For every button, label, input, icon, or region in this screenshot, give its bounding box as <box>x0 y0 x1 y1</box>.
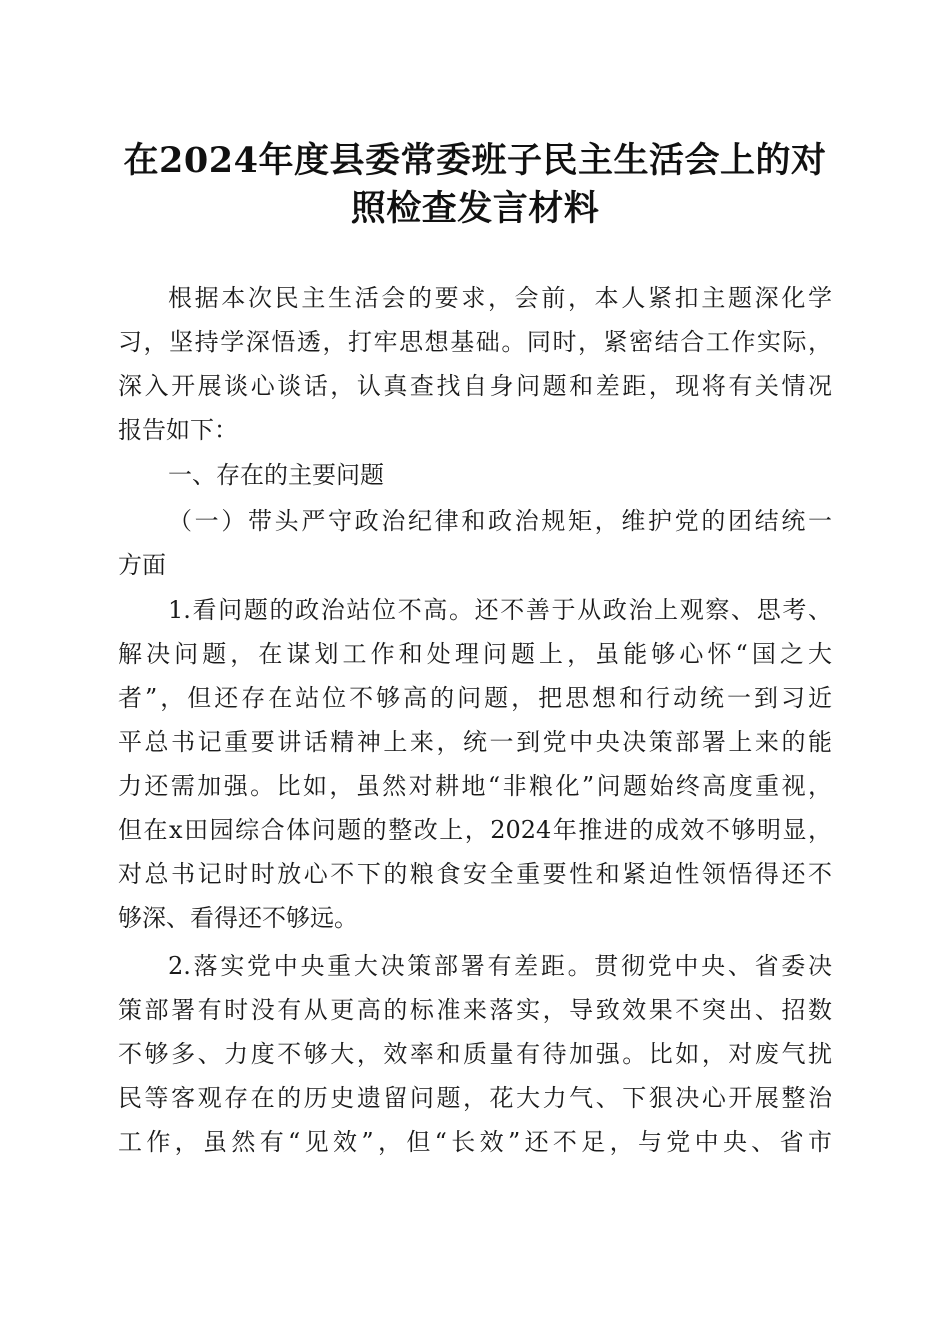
item2-paragraph-line: 工作，虽然有“见效”，但“长效”还不足，与党中央、省市 <box>118 1128 832 1156</box>
item1-paragraph-line: 但在x田园综合体问题的整改上，2024年推进的成效不够明显， <box>118 816 832 844</box>
intro-paragraph-line: 根据本次民主生活会的要求，会前，本人紧扣主题深化学 <box>168 284 832 312</box>
item1-paragraph-line: 解决问题，在谋划工作和处理问题上，虽能够心怀“国之大 <box>118 640 832 668</box>
intro-paragraph-line: 报告如下： <box>118 416 238 444</box>
document-title-line-1: 在2024年度县委常委班子民主生活会上的对 <box>123 140 827 181</box>
item1-paragraph-line: 者”，但还存在站位不够高的问题，把思想和行动统一到习近 <box>118 684 832 712</box>
item1-paragraph-line: 对总书记时时放心不下的粮食安全重要性和紧迫性领悟得还不 <box>118 860 832 888</box>
item1-paragraph-line: 够深、看得还不够远。 <box>118 904 358 932</box>
item2-paragraph-line: 民等客观存在的历史遗留问题，花大力气、下狠决心开展整治 <box>118 1084 832 1112</box>
item1-paragraph-line: 力还需加强。比如，虽然对耕地“非粮化”问题始终高度重视， <box>118 772 832 800</box>
subsection-heading-line: 方面 <box>118 551 166 579</box>
item1-paragraph-line: 平总书记重要讲话精神上来，统一到党中央决策部署上来的能 <box>118 728 832 756</box>
subsection-heading-line: （一）带头严守政治纪律和政治规矩，维护党的团结统一 <box>168 507 832 535</box>
intro-paragraph-line: 深入开展谈心谈话，认真查找自身问题和差距，现将有关情况 <box>118 372 832 400</box>
item2-paragraph-line: 不够多、力度不够大，效率和质量有待加强。比如，对废气扰 <box>118 1040 832 1068</box>
item1-paragraph-line: 1.看问题的政治站位不高。还不善于从政治上观察、思考、 <box>168 596 832 624</box>
item2-paragraph-line: 策部署有时没有从更高的标准来落实，导致效果不突出、招数 <box>118 996 832 1024</box>
section-heading: 一、存在的主要问题 <box>168 461 384 489</box>
document-title-line-2: 照检查发言材料 <box>350 188 600 229</box>
intro-paragraph-line: 习，坚持学深悟透，打牢思想基础。同时，紧密结合工作实际， <box>118 328 832 356</box>
item2-paragraph-line: 2.落实党中央重大决策部署有差距。贯彻党中央、省委决 <box>168 952 832 980</box>
